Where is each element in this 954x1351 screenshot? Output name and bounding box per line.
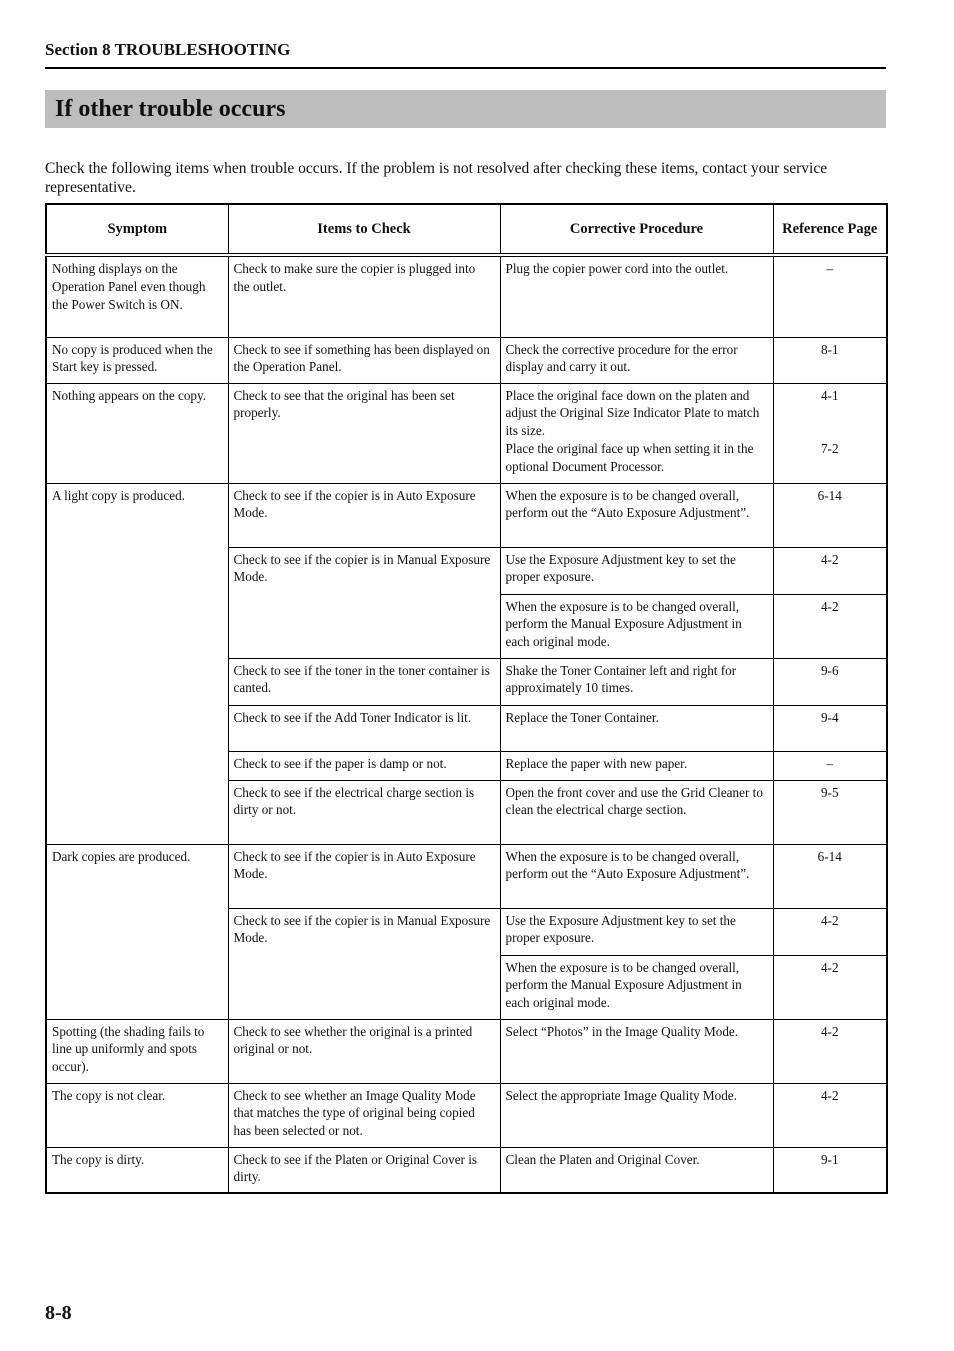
check-cell: Check to see if the Add Toner Indicator is lit. — [228, 705, 500, 751]
page-number: 8-8 — [45, 1302, 72, 1324]
title-bar — [45, 90, 886, 128]
check-cell: Check to see if the Platen or Original Cover is dirty. — [228, 1147, 500, 1193]
check-cell: Check to see if the copier is in Auto Exposure Mode. — [228, 483, 500, 547]
reference-cell: 9-5 — [773, 780, 887, 844]
check-cell: Check to make sure the copier is plugged into the outlet. — [228, 255, 500, 337]
check-cell: Check to see that the original has been set properly. — [228, 383, 500, 483]
reference-cell: 4-2 — [773, 1083, 887, 1147]
procedure-cell: When the exposure is to be changed overall, perform out the “Auto Exposure Adjustment”. — [500, 483, 773, 547]
procedure-cell: Select the appropriate Image Quality Mode. — [500, 1083, 773, 1147]
reference-cell — [773, 383, 887, 483]
check-cell: Check to see if the copier is in Manual Exposure Mode. — [228, 547, 500, 658]
check-cell: Check to see if something has been displayed on the Operation Panel. — [228, 337, 500, 383]
procedure-text: Place the original face down on the platen and adjust the Original Size Indicator Plate to match its size. — [505, 387, 760, 439]
procedure-cell: Check the corrective procedure for the error display and carry it out. — [500, 337, 773, 383]
intro-paragraph: Check the following items when trouble occurs. If the problem is not resolved after checking these items, contact your service representative. — [45, 159, 828, 196]
procedure-text: Place the original face up when setting it in the optional Document Processor. — [505, 440, 754, 474]
reference-cell: 9-6 — [773, 658, 887, 705]
reference-cell: 6-14 — [773, 483, 887, 547]
table-row — [46, 1019, 887, 1083]
section-header: Section 8 TROUBLESHOOTING — [45, 40, 886, 69]
reference-cell: – — [773, 751, 887, 780]
procedure-cell: Select “Photos” in the Image Quality Mode. — [500, 1019, 773, 1083]
reference-cell: 8-1 — [773, 337, 887, 383]
table-header-row — [46, 204, 887, 255]
header-reference-page: Reference Page — [773, 204, 887, 255]
symptom-cell: The copy is dirty. — [46, 1147, 228, 1193]
header-corrective-procedure: Corrective Procedure — [500, 204, 773, 255]
reference-cell: 4-2 — [773, 955, 887, 1019]
check-cell: Check to see if the copier is in Auto Exposure Mode. — [228, 844, 500, 908]
procedure-cell: Clean the Platen and Original Cover. — [500, 1147, 773, 1193]
reference-cell: 9-1 — [773, 1147, 887, 1193]
table-row — [46, 844, 887, 908]
procedure-cell: When the exposure is to be changed overall, perform the Manual Exposure Adjustment in each original mode. — [500, 594, 773, 658]
table-row — [46, 255, 887, 337]
header-items-to-check: Items to Check — [228, 204, 500, 255]
reference-cell: 4-2 — [773, 1019, 887, 1083]
reference-cell: 9-4 — [773, 705, 887, 751]
procedure-cell: Shake the Toner Container left and right for approximately 10 times. — [500, 658, 773, 705]
table-row — [46, 1147, 887, 1193]
procedure-cell: Open the front cover and use the Grid Cleaner to clean the electrical charge section. — [500, 780, 773, 844]
reference-cell: 6-14 — [773, 844, 887, 908]
reference-cell: 4-2 — [773, 547, 887, 594]
check-cell: Check to see if the electrical charge section is dirty or not. — [228, 780, 500, 844]
procedure-cell: When the exposure is to be changed overall, perform the Manual Exposure Adjustment in each original mode. — [500, 955, 773, 1019]
symptom-cell: Spotting (the shading fails to line up uniformly and spots occur). — [46, 1019, 228, 1083]
table-row — [46, 483, 887, 547]
procedure-cell: Plug the copier power cord into the outlet. — [500, 255, 773, 337]
procedure-cell — [500, 383, 773, 483]
reference-cell: 4-2 — [773, 908, 887, 955]
check-cell: Check to see whether an Image Quality Mode that matches the type of original being copied has been selected or not. — [228, 1083, 500, 1147]
symptom-cell: The copy is not clear. — [46, 1083, 228, 1147]
symptom-cell: No copy is produced when the Start key is pressed. — [46, 337, 228, 383]
troubleshooting-table — [45, 203, 888, 1194]
symptom-cell: A light copy is produced. — [46, 483, 228, 844]
page-title: If other trouble occurs — [55, 95, 286, 122]
reference-text: 7-2 — [820, 440, 839, 456]
reference-cell: – — [773, 255, 887, 337]
symptom-cell: Nothing displays on the Operation Panel even though the Power Switch is ON. — [46, 255, 228, 337]
procedure-cell: When the exposure is to be changed overall, perform out the “Auto Exposure Adjustment”. — [500, 844, 773, 908]
symptom-cell: Dark copies are produced. — [46, 844, 228, 1019]
symptom-cell: Nothing appears on the copy. — [46, 383, 228, 483]
check-cell: Check to see whether the original is a printed original or not. — [228, 1019, 500, 1083]
procedure-cell: Replace the paper with new paper. — [500, 751, 773, 780]
procedure-cell: Use the Exposure Adjustment key to set the proper exposure. — [500, 547, 773, 594]
table-row — [46, 383, 887, 483]
table-row — [46, 337, 887, 383]
table-row — [46, 1083, 887, 1147]
check-cell: Check to see if the toner in the toner container is canted. — [228, 658, 500, 705]
procedure-cell: Use the Exposure Adjustment key to set the proper exposure. — [500, 908, 773, 955]
reference-cell: 4-2 — [773, 594, 887, 658]
check-cell: Check to see if the copier is in Manual Exposure Mode. — [228, 908, 500, 1019]
reference-text: 4-1 — [820, 387, 839, 403]
header-symptom: Symptom — [46, 204, 228, 255]
check-cell: Check to see if the paper is damp or not. — [228, 751, 500, 780]
procedure-cell: Replace the Toner Container. — [500, 705, 773, 751]
